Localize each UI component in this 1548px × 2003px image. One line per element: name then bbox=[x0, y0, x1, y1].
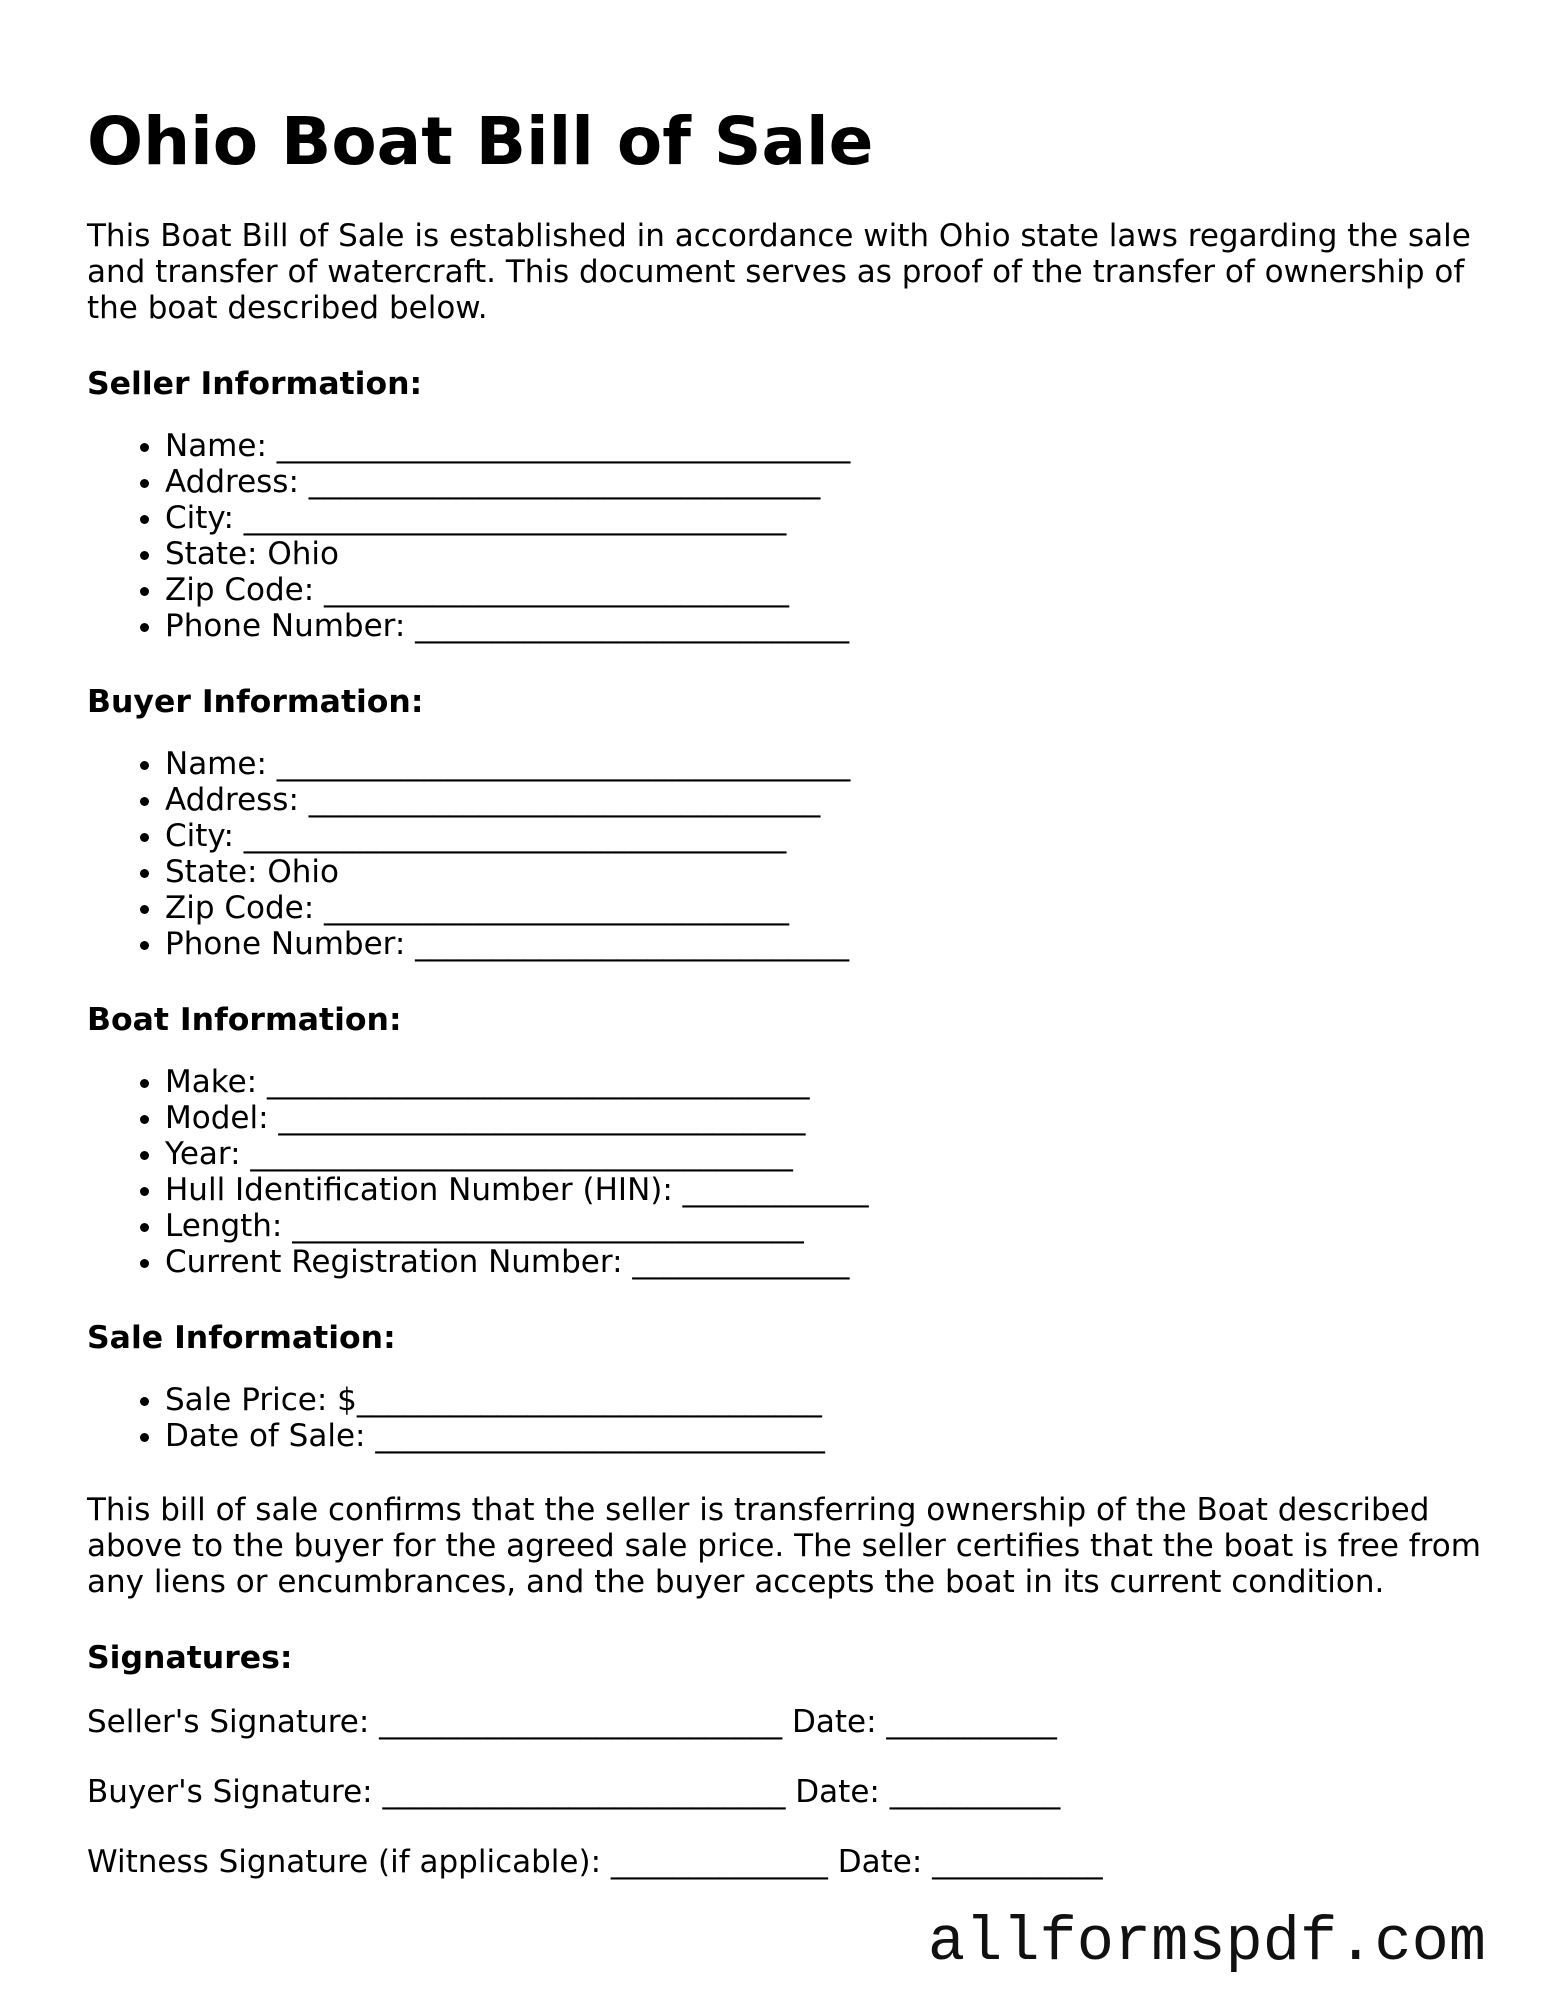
boat-model-field: • Model: __________________________________ bbox=[165, 1100, 1462, 1136]
seller-city-field: • City: ___________________________________ bbox=[165, 500, 1462, 536]
boat-registration-field: • Current Registration Number: ______________ bbox=[165, 1244, 1462, 1280]
buyer-address-field: • Address: _________________________________ bbox=[165, 782, 1462, 818]
document-title: Ohio Boat Bill of Sale bbox=[87, 103, 874, 180]
buyers-signature-row: Buyer's Signature: __________________________ Date: ___________ bbox=[87, 1774, 1061, 1810]
seller-phone-field: • Phone Number: ____________________________ bbox=[165, 608, 1462, 644]
intro-paragraph bbox=[87, 218, 1471, 326]
boat-hin-field: • Hull Identification Number (HIN): ____________ bbox=[165, 1172, 1462, 1208]
buyer-zip-field: • Zip Code: ______________________________ bbox=[165, 890, 1462, 926]
confirmation-line-3: any liens or encumbrances, and the buyer accepts the boat in its current condition. bbox=[87, 1564, 1385, 1600]
witness-signature-row: Witness Signature (if applicable): ______________ Date: ___________ bbox=[87, 1844, 1103, 1880]
sale-info-list bbox=[87, 1382, 1462, 1454]
boat-make-field: • Make: ___________________________________ bbox=[165, 1064, 1462, 1100]
buyer-name-field: • Name: _____________________________________ bbox=[165, 746, 1462, 782]
confirmation-line-2: above to the buyer for the agreed sale price. The seller certifies that the boat is free from bbox=[87, 1528, 1481, 1564]
intro-line-1: This Boat Bill of Sale is established in accordance with Ohio state laws regarding the sale bbox=[87, 218, 1471, 254]
sellers-signature-row: Seller's Signature: __________________________ Date: ___________ bbox=[87, 1704, 1057, 1740]
confirmation-paragraph bbox=[87, 1492, 1481, 1600]
boat-section-heading: Boat Information: bbox=[87, 1002, 402, 1038]
seller-info-list bbox=[87, 428, 1462, 644]
confirmation-line-1: This bill of sale confirms that the seller is transferring ownership of the Boat described bbox=[87, 1492, 1430, 1528]
sale-price-field: • Sale Price: $______________________________ bbox=[165, 1382, 1462, 1418]
sale-date-field: • Date of Sale: _____________________________ bbox=[165, 1418, 1462, 1454]
intro-line-3: the boat described below. bbox=[87, 290, 488, 326]
boat-info-list bbox=[87, 1064, 1462, 1280]
signatures-section-heading: Signatures: bbox=[87, 1640, 293, 1676]
seller-state-value: • State: Ohio bbox=[165, 536, 1462, 572]
buyer-phone-field: • Phone Number: ____________________________ bbox=[165, 926, 1462, 962]
sale-section-heading: Sale Information: bbox=[87, 1320, 396, 1356]
seller-section-heading: Seller Information: bbox=[87, 366, 423, 402]
seller-address-field: • Address: _________________________________ bbox=[165, 464, 1462, 500]
website-watermark: allformspdf.com bbox=[927, 1907, 1486, 1978]
boat-year-field: • Year: ___________________________________ bbox=[165, 1136, 1462, 1172]
seller-name-field: • Name: _____________________________________ bbox=[165, 428, 1462, 464]
buyer-city-field: • City: ___________________________________ bbox=[165, 818, 1462, 854]
buyer-info-list bbox=[87, 746, 1462, 962]
buyer-state-value: • State: Ohio bbox=[165, 854, 1462, 890]
intro-line-2: and transfer of watercraft. This document serves as proof of the transfer of ownership of bbox=[87, 254, 1465, 290]
buyer-section-heading: Buyer Information: bbox=[87, 684, 424, 720]
seller-zip-field: • Zip Code: ______________________________ bbox=[165, 572, 1462, 608]
boat-length-field: • Length: _________________________________ bbox=[165, 1208, 1462, 1244]
